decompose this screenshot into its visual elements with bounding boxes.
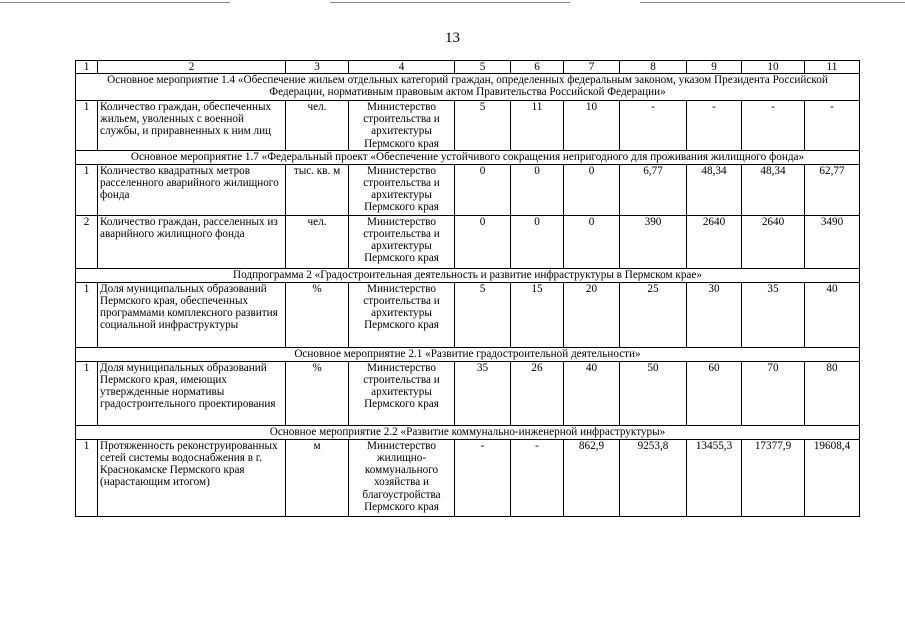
indicator-value: 26 xyxy=(511,361,564,425)
indicator-value: 13455,3 xyxy=(687,439,742,516)
indicator-value: - xyxy=(511,439,564,516)
table-row xyxy=(76,361,860,425)
unit-of-measure: чел. xyxy=(286,101,349,151)
indicator-value: 9253,8 xyxy=(620,439,687,516)
indicator-name: Доля муниципальных образований Пермского края, обеспеченных программами комплексного развития социальной инфраструктуры xyxy=(98,282,286,347)
indicator-value: 60 xyxy=(687,361,742,425)
indicator-value: 2640 xyxy=(742,215,805,268)
executor: Министерство строительства и архитектуры Пермского края xyxy=(349,164,455,215)
executor: Министерство строительства и архитектуры Пермского края xyxy=(349,361,455,425)
indicator-value: 3490 xyxy=(805,215,860,268)
column-number-cell: 5 xyxy=(455,61,511,74)
indicator-value: 19608,4 xyxy=(805,439,860,516)
indicator-value: 862,9 xyxy=(564,439,620,516)
indicator-name: Количество граждан, обеспеченных жильем, уволенных с военной службы, и приравненных к ним лиц xyxy=(98,101,286,151)
indicator-value: 11 xyxy=(511,101,564,151)
indicator-value: - xyxy=(620,101,687,151)
column-number-cell: 11 xyxy=(805,61,860,74)
indicator-value: - xyxy=(455,439,511,516)
row-number: 1 xyxy=(76,361,98,425)
indicator-value: 0 xyxy=(455,215,511,268)
indicator-value: 0 xyxy=(564,215,620,268)
indicator-value: 10 xyxy=(564,101,620,151)
section-row xyxy=(76,347,860,361)
indicator-value: 0 xyxy=(455,164,511,215)
indicator-value: 40 xyxy=(564,361,620,425)
indicator-value: 17377,9 xyxy=(742,439,805,516)
top-rule-center xyxy=(330,2,570,3)
indicator-value: - xyxy=(687,101,742,151)
table-row xyxy=(76,282,860,347)
table-row xyxy=(76,164,860,215)
executor: Министерство строительства и архитектуры Пермского края xyxy=(349,282,455,347)
indicator-value: 390 xyxy=(620,215,687,268)
indicator-value: 15 xyxy=(511,282,564,347)
column-number-cell: 9 xyxy=(687,61,742,74)
indicators-table xyxy=(75,60,860,517)
top-rule-left xyxy=(0,2,230,3)
column-number-cell: 2 xyxy=(98,61,286,74)
column-number-cell: 1 xyxy=(76,61,98,74)
indicator-value: 25 xyxy=(620,282,687,347)
indicator-value: 35 xyxy=(742,282,805,347)
column-number-cell: 3 xyxy=(286,61,349,74)
indicator-name: Доля муниципальных образований Пермского края, имеющих утвержденные нормативы градостроительного проектирования xyxy=(98,361,286,425)
indicator-value: 5 xyxy=(455,282,511,347)
row-number: 2 xyxy=(76,215,98,268)
indicator-name: Количество квадратных метров расселенного аварийного жилищного фонда xyxy=(98,164,286,215)
unit-of-measure: % xyxy=(286,361,349,425)
column-number-cell: 4 xyxy=(349,61,455,74)
indicator-value: 62,77 xyxy=(805,164,860,215)
indicator-value: 40 xyxy=(805,282,860,347)
section-title: Подпрограмма 2 «Градостроительная деятельность и развитие инфраструктуры в Пермском крае» xyxy=(76,268,860,282)
indicator-value: 0 xyxy=(511,164,564,215)
row-number: 1 xyxy=(76,439,98,516)
section-row xyxy=(76,268,860,282)
top-rule-right xyxy=(640,2,905,3)
executor: Министерство строительства и архитектуры Пермского края xyxy=(349,101,455,151)
indicator-value: - xyxy=(742,101,805,151)
indicator-value: 2640 xyxy=(687,215,742,268)
indicator-value: 5 xyxy=(455,101,511,151)
indicator-name: Протяженность реконструированных сетей системы водоснабжения в г. Краснокамске Пермского края (нарастающим итогом) xyxy=(98,439,286,516)
section-title: Основное мероприятие 2.2 «Развитие коммунально-инженерной инфраструктуры» xyxy=(76,425,860,439)
table-row xyxy=(76,215,860,268)
indicator-name: Количество граждан, расселенных из аварийного жилищного фонда xyxy=(98,215,286,268)
unit-of-measure: м xyxy=(286,439,349,516)
indicator-value: 6,77 xyxy=(620,164,687,215)
section-row xyxy=(76,74,860,101)
indicator-value: 35 xyxy=(455,361,511,425)
unit-of-measure: чел. xyxy=(286,215,349,268)
section-title: Основное мероприятие 1.7 «Федеральный проект «Обеспечение устойчивого сокращения непригодного для проживания жилищного фонда» xyxy=(76,150,860,164)
table-row xyxy=(76,439,860,516)
indicator-value: 0 xyxy=(511,215,564,268)
indicator-value: 20 xyxy=(564,282,620,347)
column-number-cell: 8 xyxy=(620,61,687,74)
indicator-value: 0 xyxy=(564,164,620,215)
indicator-value: 48,34 xyxy=(687,164,742,215)
row-number: 1 xyxy=(76,101,98,151)
section-title: Основное мероприятие 2.1 «Развитие градостроительной деятельности» xyxy=(76,347,860,361)
indicator-value: 30 xyxy=(687,282,742,347)
indicator-value: 80 xyxy=(805,361,860,425)
unit-of-measure: % xyxy=(286,282,349,347)
section-title: Основное мероприятие 1.4 «Обеспечение жильем отдельных категорий граждан, определенных федеральным законом, указом Президента Российской Федерации, нормативным правовым актом Правительства Российской Федерации» xyxy=(76,74,860,101)
column-number-cell: 7 xyxy=(564,61,620,74)
section-row xyxy=(76,425,860,439)
table-row xyxy=(76,101,860,151)
page-number: 13 xyxy=(445,30,460,46)
column-number-row xyxy=(76,61,860,74)
column-number-cell: 6 xyxy=(511,61,564,74)
indicator-value: 48,34 xyxy=(742,164,805,215)
section-row xyxy=(76,150,860,164)
row-number: 1 xyxy=(76,282,98,347)
executor: Министерство строительства и архитектуры Пермского края xyxy=(349,215,455,268)
row-number: 1 xyxy=(76,164,98,215)
indicator-value: - xyxy=(805,101,860,151)
executor: Министерство жилищно-коммунального хозяйства и благоустройства Пермского края xyxy=(349,439,455,516)
indicator-value: 70 xyxy=(742,361,805,425)
unit-of-measure: тыс. кв. м xyxy=(286,164,349,215)
indicator-value: 50 xyxy=(620,361,687,425)
column-number-cell: 10 xyxy=(742,61,805,74)
